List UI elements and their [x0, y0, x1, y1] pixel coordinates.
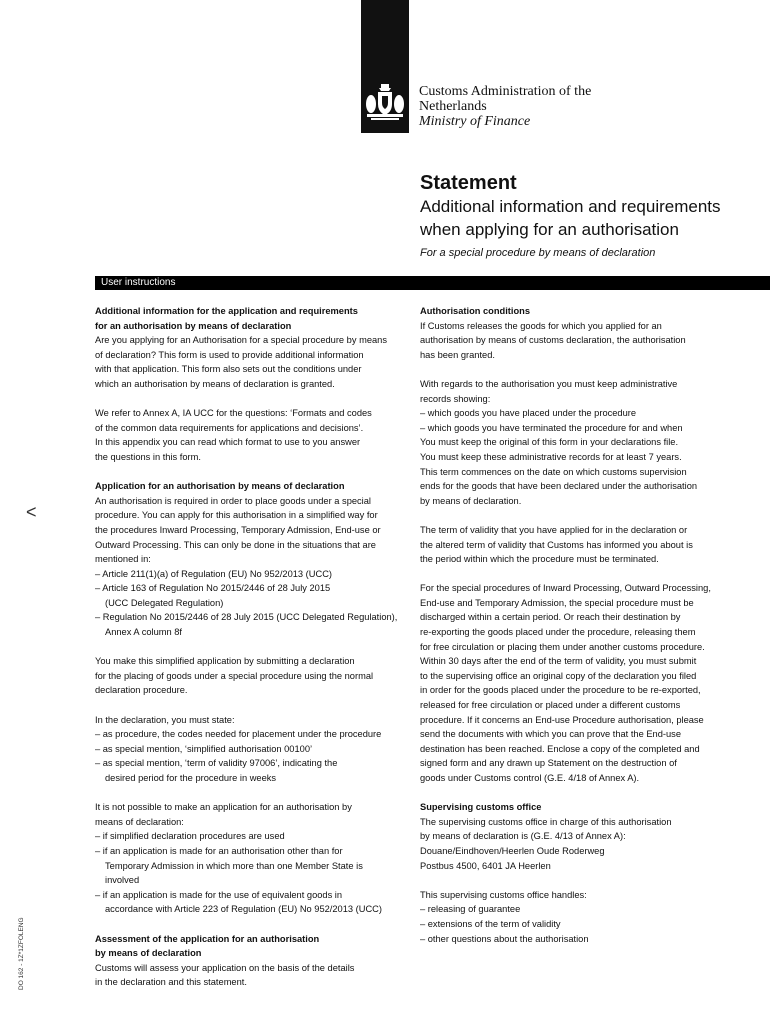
list-item-continued: (UCC Delegated Regulation)	[105, 597, 224, 608]
text-line: re-exporting the goods placed under the procedure, releasing them	[420, 627, 696, 638]
text-line: declaration procedure.	[95, 685, 188, 696]
heading: for an authorisation by means of declaration	[95, 320, 292, 331]
text-line: procedure. If it concerns an End-use Procedure authorisation, please	[420, 714, 704, 725]
subtitle-line-1: Additional information and requirements	[420, 197, 721, 216]
text-line: This term commences on the date on which customs supervision	[420, 466, 687, 477]
text-line: the procedures Inward Processing, Temporary Admission, End-use or	[95, 524, 381, 535]
text-line: An authorisation is required in order to place goods under a special	[95, 495, 371, 506]
org-line-3: Ministry of Finance	[419, 114, 531, 129]
text-line: Postbus 4500, 6401 JA Heerlen	[420, 860, 551, 871]
text-line: records showing:	[420, 393, 491, 404]
organization-name	[419, 84, 591, 129]
text-line: for free circulation or placing them under another customs procedure.	[420, 641, 705, 652]
list-item: – as procedure, the codes needed for placement under the procedure	[95, 729, 382, 740]
text-line: You must keep these administrative records for at least 7 years.	[420, 451, 682, 462]
heading: Additional information for the application and requirements	[95, 306, 358, 316]
text-line: We refer to Annex A, IA UCC for the questions: ‘Formats and codes	[95, 408, 372, 419]
text-line: With regards to the authorisation you must keep administrative	[420, 378, 678, 389]
list-item: – Article 211(1)(a) of Regulation (EU) No 952/2013 (UCC)	[95, 568, 333, 579]
section-band-user-instructions: User instructions	[95, 276, 770, 290]
org-line-2: Netherlands	[419, 99, 487, 114]
list-item: – other questions about the authorisation	[420, 933, 589, 944]
form-code: DO 162 - 1Z*1ZFOLENG	[18, 917, 25, 990]
heading: by means of declaration	[95, 948, 202, 959]
fold-mark: <	[26, 502, 37, 522]
text-line: ends for the goods that have been declared under the authorisation	[420, 481, 698, 492]
org-line-1: Customs Administration of the	[419, 84, 592, 99]
text-line: If Customs releases the goods for which you applied for an	[420, 320, 662, 331]
text-line: to the supervising office an original copy of the declaration you filed	[420, 670, 697, 681]
text-line: Are you applying for an Authorisation for a special procedure by means	[95, 335, 387, 346]
text-line: means of declaration:	[95, 816, 184, 827]
text-line: signed form and any drawn up Statement on the destruction of	[420, 758, 677, 769]
list-item: – if an application is made for the use of equivalent goods in	[95, 889, 343, 900]
text-line: You make this simplified application by submitting a declaration	[95, 656, 355, 667]
subtitle-line-2: when applying for an authorisation	[420, 220, 679, 239]
text-line: Within 30 days after the end of the term of validity, you must submit	[420, 656, 697, 667]
list-item: – as special mention, ‘term of validity 97006’, indicating the	[95, 758, 338, 769]
text-line: Customs will assess your application on the basis of the details	[95, 962, 355, 973]
text-line: authorisation by means of customs declaration, the authorisation	[420, 335, 686, 346]
right-column	[420, 304, 755, 946]
text-line: mentioned in:	[95, 554, 151, 565]
list-item: – releasing of guarantee	[420, 904, 521, 915]
heading: Application for an authorisation by means of declaration	[95, 481, 345, 492]
text-line: which an authorisation by means of declaration is granted.	[95, 378, 335, 389]
text-line: in the declaration and this statement.	[95, 977, 247, 988]
subtitle-note: For a special procedure by means of declaration	[420, 247, 656, 259]
text-line: The supervising customs office in charge of this authorisation	[420, 816, 672, 827]
text-line: by means of declaration.	[420, 495, 522, 506]
text-line: In this appendix you can read which format to use to you answer	[95, 437, 361, 448]
list-item: – which goods you have terminated the procedure for and when	[420, 422, 683, 433]
list-item: – if an application is made for an authorisation other than for	[95, 845, 343, 856]
text-line: has been granted.	[420, 349, 495, 360]
text-line: discharged within a certain period. Or reach their destination by	[420, 612, 681, 623]
text-line: For the special procedures of Inward Processing, Outward Processing,	[420, 583, 711, 594]
text-line: by means of declaration is (G.E. 4/13 of Annex A):	[420, 831, 626, 842]
text-line: of the common data requirements for applications and decisions’.	[95, 422, 364, 433]
text-line: goods under Customs control (G.E. 4/18 of Annex A).	[420, 773, 640, 783]
text-line: the altered term of validity that Customs has informed you about is	[420, 539, 693, 550]
list-item-continued: Temporary Admission in which more than one Member State is	[105, 860, 363, 871]
text-line: The term of validity that you have applied for in the declaration or	[420, 524, 688, 535]
text-line: for the placing of goods under a special procedure using the normal	[95, 670, 374, 681]
text-line: It is not possible to make an application for an authorisation by	[95, 802, 352, 813]
text-line: with that application. This form also sets out the conditions under	[95, 364, 362, 375]
text-line: of declaration? This form is used to provide additional information	[95, 349, 364, 360]
list-item: – Article 163 of Regulation No 2015/2446 of 28 July 2015	[95, 583, 331, 594]
text-line: End-use and Temporary Admission, the special procedure must be	[420, 597, 694, 608]
list-item: – which goods you have placed under the procedure	[420, 408, 637, 419]
list-item-continued: desired period for the procedure in weeks	[105, 773, 277, 783]
text-line: You must keep the original of this form in your declarations file.	[420, 437, 679, 448]
text-line: Outward Processing. This can only be done in the situations that are	[95, 539, 376, 550]
text-line: In the declaration, you must state:	[95, 714, 235, 725]
heading: Assessment of the application for an authorisation	[95, 933, 320, 944]
text-line: send the documents with which you can prove that the End-use	[420, 729, 681, 740]
list-item-continued: accordance with Article 223 of Regulation (EU) No 952/2013 (UCC)	[105, 904, 382, 915]
text-line: in order for the goods placed under the procedure to be re-exported,	[420, 685, 701, 696]
list-item: – if simplified declaration procedures are used	[95, 831, 285, 842]
left-column	[95, 304, 415, 990]
crest-icon	[361, 80, 409, 124]
text-line: the period within which the procedure must be terminated.	[420, 554, 659, 565]
text-line: procedure. You can apply for this authorisation in a simplified way for	[95, 510, 378, 521]
text-line: released for free circulation or placed under a different customs	[420, 700, 681, 711]
page-title: Statement	[420, 172, 517, 194]
text-line: Douane/Eindhoven/Heerlen Oude Roderweg	[420, 845, 605, 856]
heading: Authorisation conditions	[420, 306, 531, 316]
text-line: This supervising customs office handles:	[420, 889, 587, 900]
logo-bar	[361, 0, 409, 133]
list-item: – as special mention, ‘simplified authorisation 00100’	[95, 743, 313, 754]
text-line: destination has been reached. Enclose a copy of the completed and	[420, 743, 700, 754]
list-item: – extensions of the term of validity	[420, 918, 561, 929]
title-block	[420, 171, 721, 259]
heading: Supervising customs office	[420, 802, 542, 813]
list-item: – Regulation No 2015/2446 of 28 July 2015 (UCC Delegated Regulation),	[95, 612, 398, 623]
text-line: the questions in this form.	[95, 451, 201, 462]
list-item-continued: involved	[105, 875, 140, 886]
list-item-continued: Annex A column 8f	[105, 627, 183, 638]
